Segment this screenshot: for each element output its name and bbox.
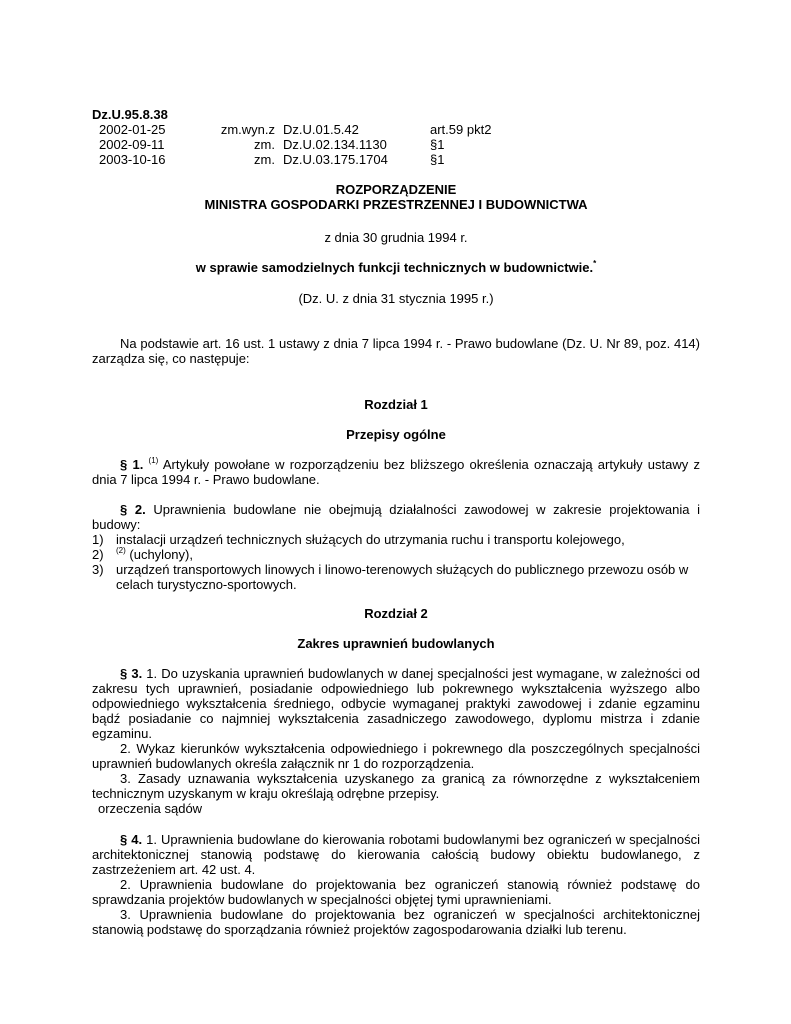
ministry-title: MINISTRA GOSPODARKI PRZESTRZENNEJ I BUDOWNICTWA: [204, 197, 588, 212]
amendment-type: zm.: [254, 137, 275, 152]
amendment-row: [92, 152, 700, 167]
document-reference: Dz.U.95.8.38: [92, 107, 168, 122]
chapter-title: Przepisy ogólne: [346, 427, 446, 442]
paragraph-text: Artykuły powołane w rozporządzeniu bez bliższego określenia oznaczają artykuły ustawy z dnia 7 lipca 1994 r. - Prawo budowlane.: [92, 457, 700, 487]
paragraph-2: [92, 502, 700, 532]
regulation-subject: [92, 260, 700, 275]
list-item-text: instalacji urządzeń technicznych służących do utrzymania ruchu i transportu kolejowego,: [116, 532, 625, 547]
chapter-title: Zakres uprawnień budowlanych: [297, 636, 495, 651]
paragraph-label: § 1.: [120, 457, 144, 472]
list-item-text: $^{(2)}$ (uchylony),: [116, 546, 193, 562]
list-item: [92, 562, 700, 592]
amendment-source: Dz.U.02.134.1130: [283, 137, 387, 152]
paragraph-3-point-2: 2. Wykaz kierunków wykształcenia odpowiedniego i pokrewnego dla poszczególnych specjalności uprawnień budowlanych określa załącznik nr 1 do rozporządzenia.: [92, 741, 700, 771]
paragraph-text: 1. Do uzyskania uprawnień budowlanych w danej specjalności jest wymagane, w zależności od zakresu tych uprawnień, posiadanie odpowiedniego lub pokrewnego wykształcenia wyższego albo odpowiedniego wykształcenia średniego, odbycie wymaganej praktyki zawodowej i zdanie egzaminu bądź posiadanie co najmniej wykształcenia zasadniczego zawodowego, dyplomu mistrza i zdanie egzaminu.: [92, 666, 701, 741]
amendment-type: zm.wyn.z: [220, 122, 275, 137]
chapter-label: Rozdział 2: [364, 606, 428, 621]
paragraph-label: § 4.: [120, 832, 143, 847]
amendment-type: zm.: [254, 152, 275, 167]
chapter-label: Rozdział 1: [364, 397, 428, 412]
paragraph-label: § 2.: [120, 502, 146, 517]
amendment-scope: §1: [430, 152, 445, 167]
paragraph-2-list: [92, 532, 700, 592]
paragraph-4-point-3: 3. Uprawnienia budowlane do projektowania bez ograniczeń w specjalności architektonicznej stanowią podstawę do sporządzania również projektów zagospodarowania działki lub terenu.: [92, 907, 700, 937]
footnote-ref[interactable]: (2): [116, 546, 126, 555]
paragraph-text: 1. Uprawnienia budowlane do kierowania robotami budowlanymi bez ograniczeń w specjalności architektonicznej stanowią podstawę do kierowania całością budowy obiektu budowlanego, z zastrzeżeniem art. 42 ust. 4.: [92, 832, 700, 877]
publication-info: (Dz. U. z dnia 31 stycznia 1995 r.): [298, 291, 494, 306]
footnote-ref[interactable]: (1): [148, 456, 159, 465]
list-item-number: 3): [92, 562, 104, 577]
paragraph-1: [92, 457, 700, 487]
amendment-source: Dz.U.03.175.1704: [283, 152, 388, 167]
document-page: [92, 107, 700, 937]
paragraph-text: Uprawnienia budowlane nie obejmują działalności zawodowej w zakresie projektowania i budowy:: [92, 502, 700, 532]
amendment-date: 2002-01-25: [99, 122, 166, 137]
paragraph-3-point-3: 3. Zasady uznawania wykształcenia uzyskanego za granicą za równorzędne z wykształceniem technicznym uzyskanym w kraju określają odrębne przepisy.: [92, 771, 700, 801]
preamble: Na podstawie art. 16 ust. 1 ustawy z dnia 7 lipca 1994 r. - Prawo budowlane (Dz. U. Nr 89, poz. 414) zarządza się, co następuje:: [92, 336, 700, 366]
subject-text: w sprawie samodzielnych funkcji technicznych w budownictwie.: [195, 260, 594, 275]
court-rulings-link[interactable]: orzeczenia sądów: [98, 801, 203, 816]
paragraph-3: [92, 666, 700, 741]
amendment-source: Dz.U.01.5.42: [283, 122, 359, 137]
amendment-date: 2003-10-16: [99, 152, 166, 167]
amendment-scope: §1: [430, 137, 445, 152]
subject-footnote-mark[interactable]: *: [593, 259, 597, 268]
list-item-number: 2): [92, 547, 104, 562]
paragraph-label: § 3.: [120, 666, 143, 681]
amendments-table: [92, 122, 700, 167]
list-item: [92, 547, 700, 562]
paragraph-4: [92, 832, 700, 877]
list-item-number: 1): [92, 532, 104, 547]
amendment-date: 2002-09-11: [99, 137, 165, 152]
list-item-text: urządzeń transportowych linowych i linowo-terenowych służących do publicznego przewozu osób w celach turystyczno-sportowych.: [116, 562, 689, 592]
amendment-row: [92, 137, 700, 152]
amendment-scope: art.59 pkt2: [430, 122, 492, 137]
list-item: [92, 532, 700, 547]
amendment-row: [92, 122, 700, 137]
regulation-title: ROZPORZĄDZENIE: [335, 182, 457, 197]
regulation-date: z dnia 30 grudnia 1994 r.: [324, 230, 468, 245]
paragraph-4-point-2: 2. Uprawnienia budowlane do projektowania bez ograniczeń stanowią również podstawę do sprawdzania projektów budowlanych w specjalności objętej tymi uprawnieniami.: [92, 877, 700, 907]
